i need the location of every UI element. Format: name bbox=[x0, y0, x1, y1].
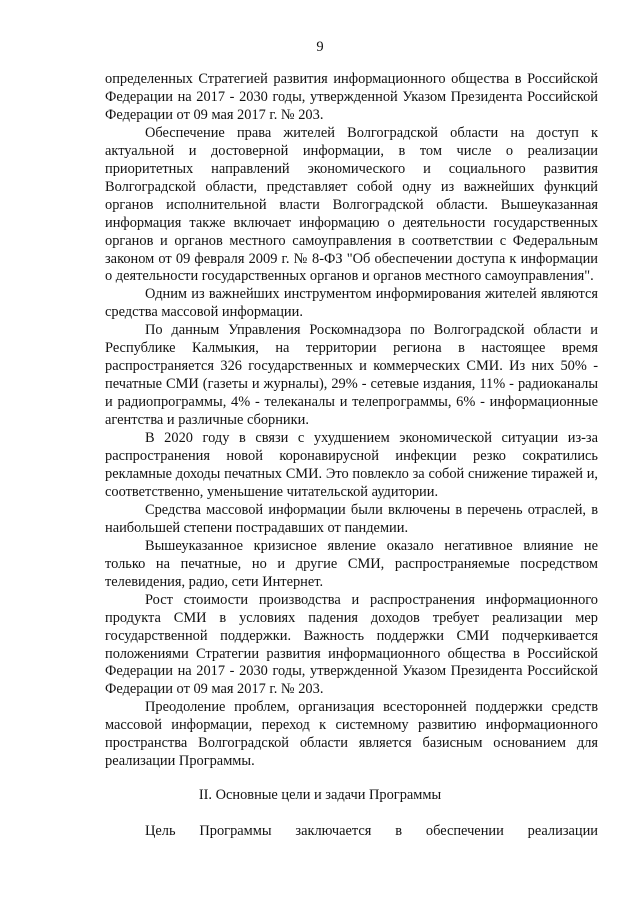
paragraph-3: Одним из важнейших инструментом информирования жителей являются средства массовой информации. bbox=[105, 286, 598, 321]
section-heading: II. Основные цели и задачи Программы bbox=[198, 787, 442, 803]
paragraph-5: В 2020 году в связи с ухудшением экономической ситуации из-за распространения новой коронавирусной инфекции резко сократились рекламные доходы печатных СМИ. Это повлекло за собой снижение тиражей и, соответственно, уменьшение читательской аудитории. bbox=[105, 430, 598, 500]
paragraph-6: Средства массовой информации были включены в перечень отраслей, в наибольшей степени пострадавших от пандемии. bbox=[105, 501, 598, 536]
paragraph-8: Рост стоимости производства и распространения информационного продукта СМИ в условиях падения доходов требует реализации мер государственной поддержки. Важность поддержки СМИ подчеркивается положениями Стратегии развития информационного общества в Российской Федерации на 2017 - 2030 годы, утвержденной Указом Президента Российской Федерации от 09 мая 2017 г. № 203. bbox=[105, 591, 598, 698]
paragraph-7: Вышеуказанное кризисное явление оказало негативное влияние не только на печатные, но и другие СМИ, распространяемые посредством телевидения, радио, сети Интернет. bbox=[105, 537, 598, 590]
page-number: 9 bbox=[316, 39, 324, 55]
paragraph-1: определенных Стратегией развития информационного общества в Российской Федерации на 2017 - 2030 годы, утвержденной Указом Президента Российской Федерации от 09 мая 2017 г. № 203. bbox=[105, 71, 598, 123]
paragraph-2: Обеспечение права жителей Волгоградской области на доступ к актуальной и достоверной информации, в том числе о реализации приоритетных направлений экономического и социального развития Волгоградской области, представляет собой одну из важнейших функций органов исполнительной власти Волгоградской области. Вышеуказанная информация также включает информацию о деятельности государственных органов и органов местного самоуправления в соответствии с Федеральным законом от 09 февраля 2009 г. № 8-ФЗ "Об обеспечении доступа к информации о деятельности государственных органов и органов местного самоуправления". bbox=[105, 124, 598, 285]
paragraph-10-first-line: Цель Программы заключается в обеспечении реализации bbox=[145, 823, 598, 839]
document-body bbox=[105, 71, 598, 771]
paragraph-4: По данным Управления Роскомнадзора по Волгоградской области и Республике Калмыкия, на территории региона в настоящее время распространяется 326 государственных и коммерческих СМИ. Из них 50% - печатные СМИ (газеты и журналы), 29% - сетевые издания, 11% - радиоканалы и радиопрограммы, 4% - телеканалы и телепрограммы, 6% - информационные агентства и различные сборники. bbox=[105, 322, 598, 429]
paragraph-9: Преодоление проблем, организация всесторонней поддержки средств массовой информации, переход к системному развитию информационного пространства Волгоградской области является базисным основанием для реализации Программы. bbox=[105, 699, 598, 770]
